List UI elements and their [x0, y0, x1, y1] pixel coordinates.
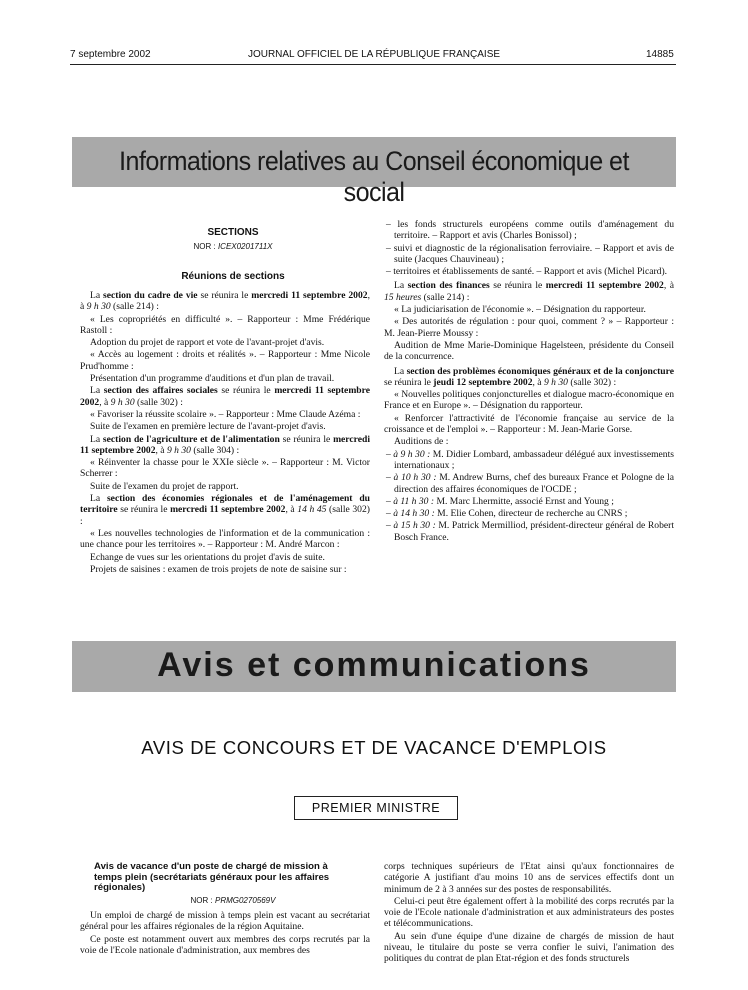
list-item: – suivi et diagnostic de la régionalisation ferroviaire. – Rapport et avis de suite (Jacques Chauvineau) ; — [386, 242, 674, 265]
meeting-affaires-sociales: La section des affaires sociales se réunira le mercredi 11 septembre 2002, à 9 h 30 (salle 302) : — [80, 385, 370, 408]
left-column — [80, 290, 370, 576]
meeting-conjoncture: La section des problèmes économiques généraux et de la conjoncture se réunira le jeudi 12 septembre 2002, à 9 h 30 (salle 302) : — [384, 365, 674, 388]
audition-item: – à 10 h 30 : M. Andrew Burns, chef des bureaux France et Pologne de la direction des affaires économiques de l'OCDE ; — [386, 472, 674, 495]
paragraph: Un emploi de chargé de mission à temps plein est vacant au secrétariat général pour les affaires régionales de la région Aquitaine. — [80, 910, 370, 933]
banner-avis-communications — [72, 641, 676, 692]
paragraph: « Nouvelles politiques conjoncturelles et dialogue macro-économique en France et en Europe ». – Désignation du rapporteur. — [384, 389, 674, 412]
vacance-right-column — [384, 861, 674, 966]
banner-title: Informations relatives au Conseil économique et social — [119, 146, 629, 207]
sections-subheading: Réunions de sections — [181, 271, 285, 282]
paragraph: Auditions de : — [394, 436, 449, 448]
header-journal-title: JOURNAL OFFICIEL DE LA RÉPUBLIQUE FRANÇAISE — [247, 49, 501, 60]
paragraph: Suite de l'examen en première lecture de l'avant-projet d'avis. — [90, 421, 326, 433]
paragraph: Echange de vues sur les orientations du projet d'avis de suite. — [90, 551, 325, 563]
paragraph: Adoption du projet de rapport et vote de l'avant-projet d'avis. — [90, 337, 325, 349]
paragraph: « Accès au logement : droits et réalités ». – Rapporteur : Mme Nicole Prud'homme : — [80, 349, 370, 372]
paragraph: Celui-ci peut être également offert à la mobilité des corps recrutés par la voie de l'Ecole nationale d'administration et aux administrateurs des postes et télécommunications. — [384, 895, 674, 930]
nor-ref: PRMG0270569V — [214, 896, 276, 905]
header-rule — [70, 64, 676, 65]
right-column — [384, 219, 674, 544]
sections-nor — [86, 242, 380, 251]
concours-heading: AVIS DE CONCOURS ET DE VACANCE D'EMPLOIS — [141, 737, 607, 758]
paragraph: Projets de saisines : examen de trois projets de note de saisine sur : — [90, 563, 347, 575]
sections-heading: SECTIONS — [207, 227, 259, 238]
paragraph: Présentation d'un programme d'auditions et d'un plan de travail. — [90, 373, 335, 385]
premier-ministre-box: PREMIER MINISTRE — [294, 796, 458, 820]
paragraph: « Les copropriétés en difficulté ». – Rapporteur : Mme Frédérique Rastoll : — [80, 313, 370, 336]
paragraph: « Les nouvelles technologies de l'information et de la communication : une chance pour les territoires ». – Rapporteur : M. André Marcon : — [80, 527, 370, 551]
nor-ref: ICEX0201711X — [217, 242, 273, 251]
paragraph: Suite de l'examen du projet de rapport. — [90, 480, 239, 492]
list-item: – les fonds structurels européens comme outils d'aménagement du territoire. – Rapport et avis (Charles Bonissol) ; — [386, 219, 674, 242]
paragraph: Ce poste est notamment ouvert aux membres des corps recrutés par la voie de l'Ecole nationale d'administration, aux membres des — [80, 933, 370, 956]
meeting-economies-regionales: La section des économies régionales et de l'aménagement du territoire se réunira le mercredi 11 septembre 2002, à 14 h 45 (salle 302) : — [80, 493, 370, 527]
header-date: 7 septembre 2002 — [70, 49, 151, 60]
paragraph: « Favoriser la réussite scolaire ». – Rapporteur : Mme Claude Azéma : — [90, 408, 361, 420]
paragraph: « Réinventer la chasse pour le XXIe siècle ». – Rapporteur : M. Victor Scherrer : — [80, 457, 370, 480]
banner-title: Avis et communications — [157, 646, 591, 684]
vacance-title: Avis de vacance d'un poste de chargé de mission à temps plein (secrétariats généraux pour les affaires régionales) — [94, 861, 330, 894]
audition-item: – à 14 h 30 : M. Elie Cohen, directeur de recherche au CNRS ; — [386, 508, 628, 520]
meeting-cadre-de-vie: La section du cadre de vie se réunira le mercredi 11 septembre 2002, à 9 h 30 (salle 214) : — [80, 290, 370, 313]
audition-item: – à 15 h 30 : M. Patrick Mermilliod, président-directeur général de Robert Bosch France. — [386, 520, 675, 543]
paragraph: corps techniques supérieurs de l'Etat ainsi qu'aux fonctionnaires de catégorie A justifiant d'au moins 10 ans de services effectifs dont un minimum de 2 à 3 années sur des postes de responsabilités. — [384, 861, 674, 895]
banner-conseil-economique — [72, 137, 676, 207]
meeting-finances: La section des finances se réunira le mercredi 11 septembre 2002, à 15 heures (salle 214) : — [384, 280, 674, 303]
nor-label: NOR : — [193, 242, 218, 251]
nor-label: NOR : — [190, 896, 215, 905]
list-item: – territoires et établissements de santé. – Rapport et avis (Michel Picard). — [386, 266, 668, 278]
vacance-left-column — [80, 910, 370, 957]
paragraph: Au sein d'une équipe d'une dizaine de chargés de mission de haut niveau, le titulaire du poste se verra confier le suivi, l'animation des politiques du contrat de plan Etat-région et des fonds structurels — [384, 930, 674, 965]
header-page-number: 14885 — [646, 49, 674, 60]
vacance-nor — [86, 896, 380, 905]
paragraph: « Renforcer l'attractivité de l'économie française au service de la croissance et de l'emploi ». – Rapporteur : M. Jean-Marie Gorse. — [384, 412, 674, 436]
paragraph: « La judiciarisation de l'économie ». – Désignation du rapporteur. — [394, 304, 646, 316]
audition-item: – à 11 h 30 : M. Marc Lhermitte, associé Ernst and Young ; — [386, 495, 614, 507]
paragraph: « Des autorités de régulation : pour quoi, comment ? » – Rapporteur : M. Jean-Pierre Moussy : — [384, 316, 674, 339]
meeting-agriculture: La section de l'agriculture et de l'alimentation se réunira le mercredi 11 septembre 2002, à 9 h 30 (salle 304) : — [80, 433, 370, 456]
paragraph: Audition de Mme Marie-Dominique Hagelsteen, présidente du Conseil de la concurrence. — [384, 339, 674, 363]
audition-item: – à 9 h 30 : M. Didier Lombard, ambassadeur délégué aux investissements internationaux ; — [386, 448, 674, 471]
